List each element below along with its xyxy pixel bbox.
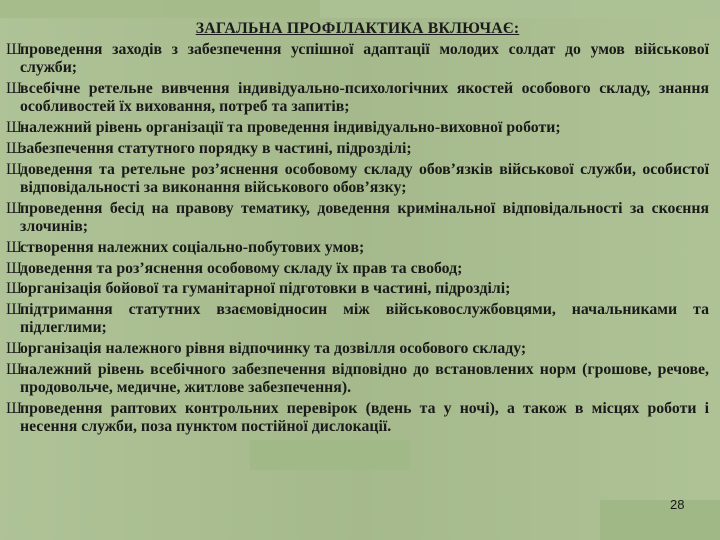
- list-item-text: проведення бесід на правову тематику, доведення кримінальної відповідальності за скоєння злочинів;: [20, 199, 709, 235]
- list-item: [6, 361, 709, 397]
- slide-title: ЗАГАЛЬНА ПРОФІЛАКТИКА ВКЛЮЧАЄ:: [195, 20, 520, 37]
- list-item: [6, 119, 709, 137]
- bullet-marker: Ш: [6, 259, 22, 277]
- bullet-marker: Ш: [6, 199, 22, 217]
- list-item-text: організація належного рівня відпочинку та дозвілля особового складу;: [20, 340, 527, 358]
- background-block: [250, 440, 410, 470]
- list-item: [6, 140, 709, 158]
- background-stripe: [0, 0, 320, 18]
- list-item: [6, 340, 709, 358]
- bullet-marker: Ш: [6, 238, 22, 256]
- list-item-text: всебічне ретельне вивчення індивідуально-психологічних якостей особового складу, знання особливостей їх виховання, потреб та запитів;: [20, 80, 709, 116]
- background-stripe: [320, 0, 720, 18]
- list-item-text: проведення раптових контрольних перевірок (вдень та у ночі), а також в місцях роботи і несення служби, поза пунктом постійної дислокації.: [20, 399, 709, 436]
- list-item: [6, 200, 709, 236]
- page-number: 28: [670, 497, 685, 512]
- list-item-text: належний рівень всебічного забезпечення відповідно до встановлених норм (грошове, речове, продовольче, медичне, житлове забезпечення).: [20, 360, 709, 397]
- slide-content: [6, 20, 709, 439]
- list-item: [6, 80, 709, 116]
- list-item-text: проведення заходів з забезпечення успішної адаптації молодих солдат до умов військової служби;: [20, 41, 709, 77]
- list-item-text: забезпечення статутного порядку в частині, підрозділі;: [20, 140, 412, 157]
- list-item: [6, 301, 709, 337]
- bullet-marker: Ш: [6, 340, 22, 358]
- bullet-marker: Ш: [6, 41, 22, 59]
- bullet-marker: Ш: [6, 399, 22, 417]
- list-item-text: організація бойової та гуманітарної підготовки в частині, підрозділі;: [20, 280, 511, 298]
- list-item: [6, 239, 709, 257]
- list-item-text: доведення та ретельне роз’яснення особовому складу обов’язків військової служби, особистої відповідальності за виконання військового обов’язку;: [20, 160, 709, 196]
- bullet-marker: Ш: [6, 119, 22, 137]
- background-block: [600, 500, 720, 540]
- bullet-marker: Ш: [6, 160, 22, 178]
- bullet-marker: Ш: [6, 280, 22, 298]
- list-item-text: створення належних соціально-побутових умов;: [20, 238, 365, 256]
- bullet-marker: Ш: [6, 140, 22, 157]
- bullet-list: [6, 41, 709, 436]
- bullet-marker: Ш: [6, 80, 22, 98]
- list-item: [6, 280, 709, 298]
- bullet-marker: Ш: [6, 301, 22, 319]
- list-item: [6, 41, 709, 77]
- list-item-text: належний рівень організації та проведення індивідуально-виховної роботи;: [20, 119, 561, 137]
- list-item-text: підтримання статутних взаємовідносин між військовослужбовцями, начальниками та підлеглими;: [20, 301, 709, 337]
- list-item: [6, 161, 709, 197]
- list-item-text: доведення та роз’яснення особовому складу їх прав та свобод;: [20, 259, 463, 277]
- list-item: [6, 260, 709, 278]
- bullet-marker: Ш: [6, 360, 22, 378]
- list-item: [6, 400, 709, 436]
